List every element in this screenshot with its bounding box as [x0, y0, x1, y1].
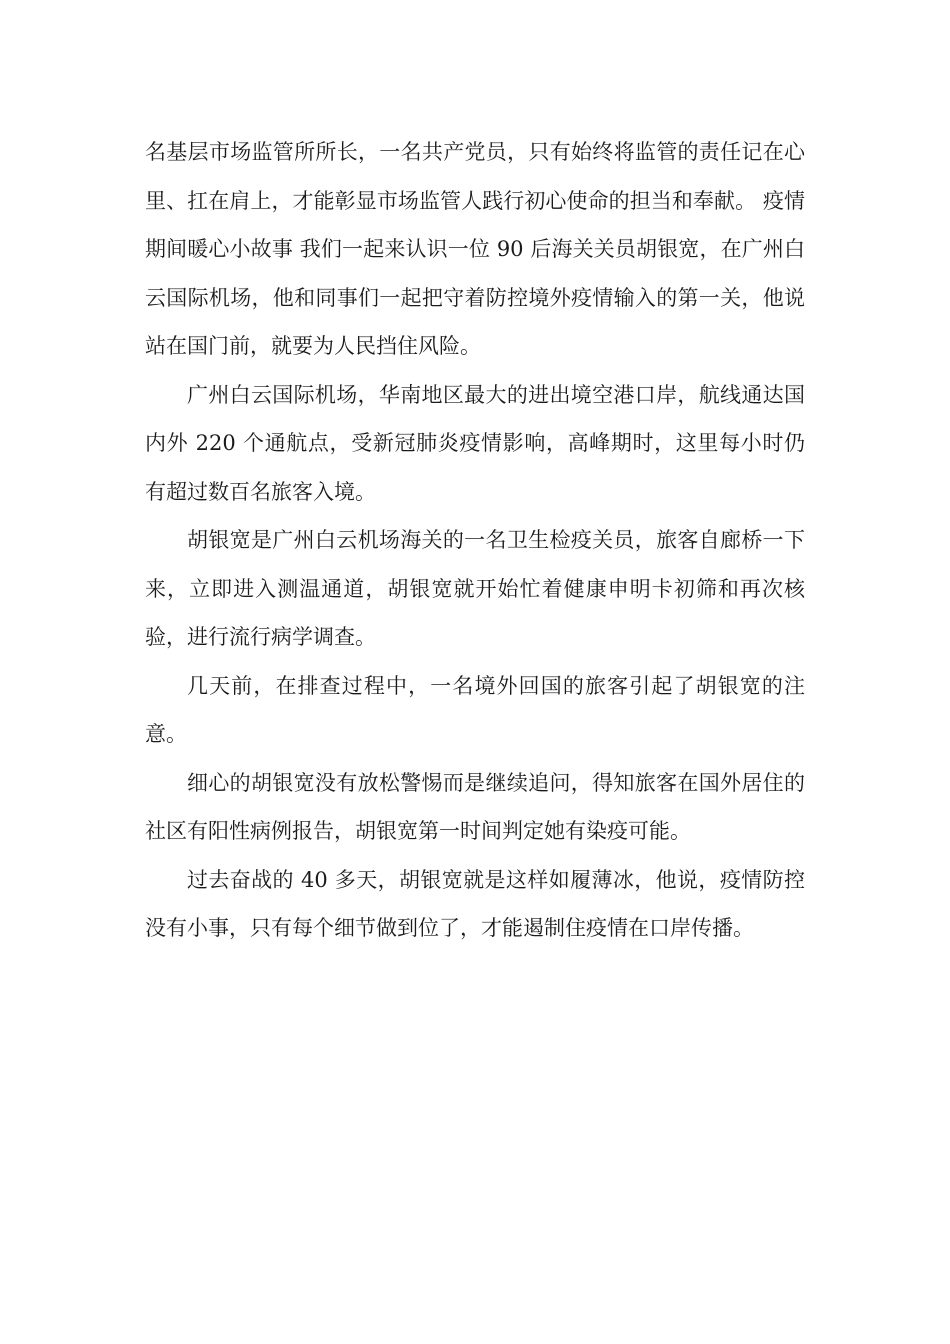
- paragraph-1: 名基层市场监管所所长，一名共产党员，只有始终将监管的责任记在心里、扛在肩上，才能彰显市场监管人践行初心使命的担当和奉献。 疫情期间暖心小故事 我们一起来认识一位 90 后海关关员胡银宽，在广州白云国际机场，他和同事们一起把守着防控境外疫情输入的第一关，他说站在国门前，就要为人民挡住风险。: [145, 140, 805, 358]
- paragraph-5: 细心的胡银宽没有放松警惕而是继续追问，得知旅客在国外居住的社区有阳性病例报告，胡银宽第一时间判定她有染疫可能。: [145, 770, 805, 843]
- paragraph-2: 广州白云国际机场，华南地区最大的进出境空港口岸，航线通达国内外 220 个通航点，受新冠肺炎疫情影响，高峰期时，这里每小时仍有超过数百名旅客入境。: [145, 382, 805, 504]
- paragraph-3: 胡银宽是广州白云机场海关的一名卫生检疫关员，旅客自廊桥一下来，立即进入测温通道，胡银宽就开始忙着健康申明卡初筛和再次核验，进行流行病学调查。: [145, 528, 805, 649]
- paragraph-4: 几天前，在排查过程中，一名境外回国的旅客引起了胡银宽的注意。: [145, 673, 805, 746]
- paragraph-6: 过去奋战的 40 多天，胡银宽就是这样如履薄冰，他说，疫情防控没有小事，只有每个细节做到位了，才能遏制住疫情在口岸传播。: [145, 867, 805, 940]
- document-body: [145, 128, 805, 953]
